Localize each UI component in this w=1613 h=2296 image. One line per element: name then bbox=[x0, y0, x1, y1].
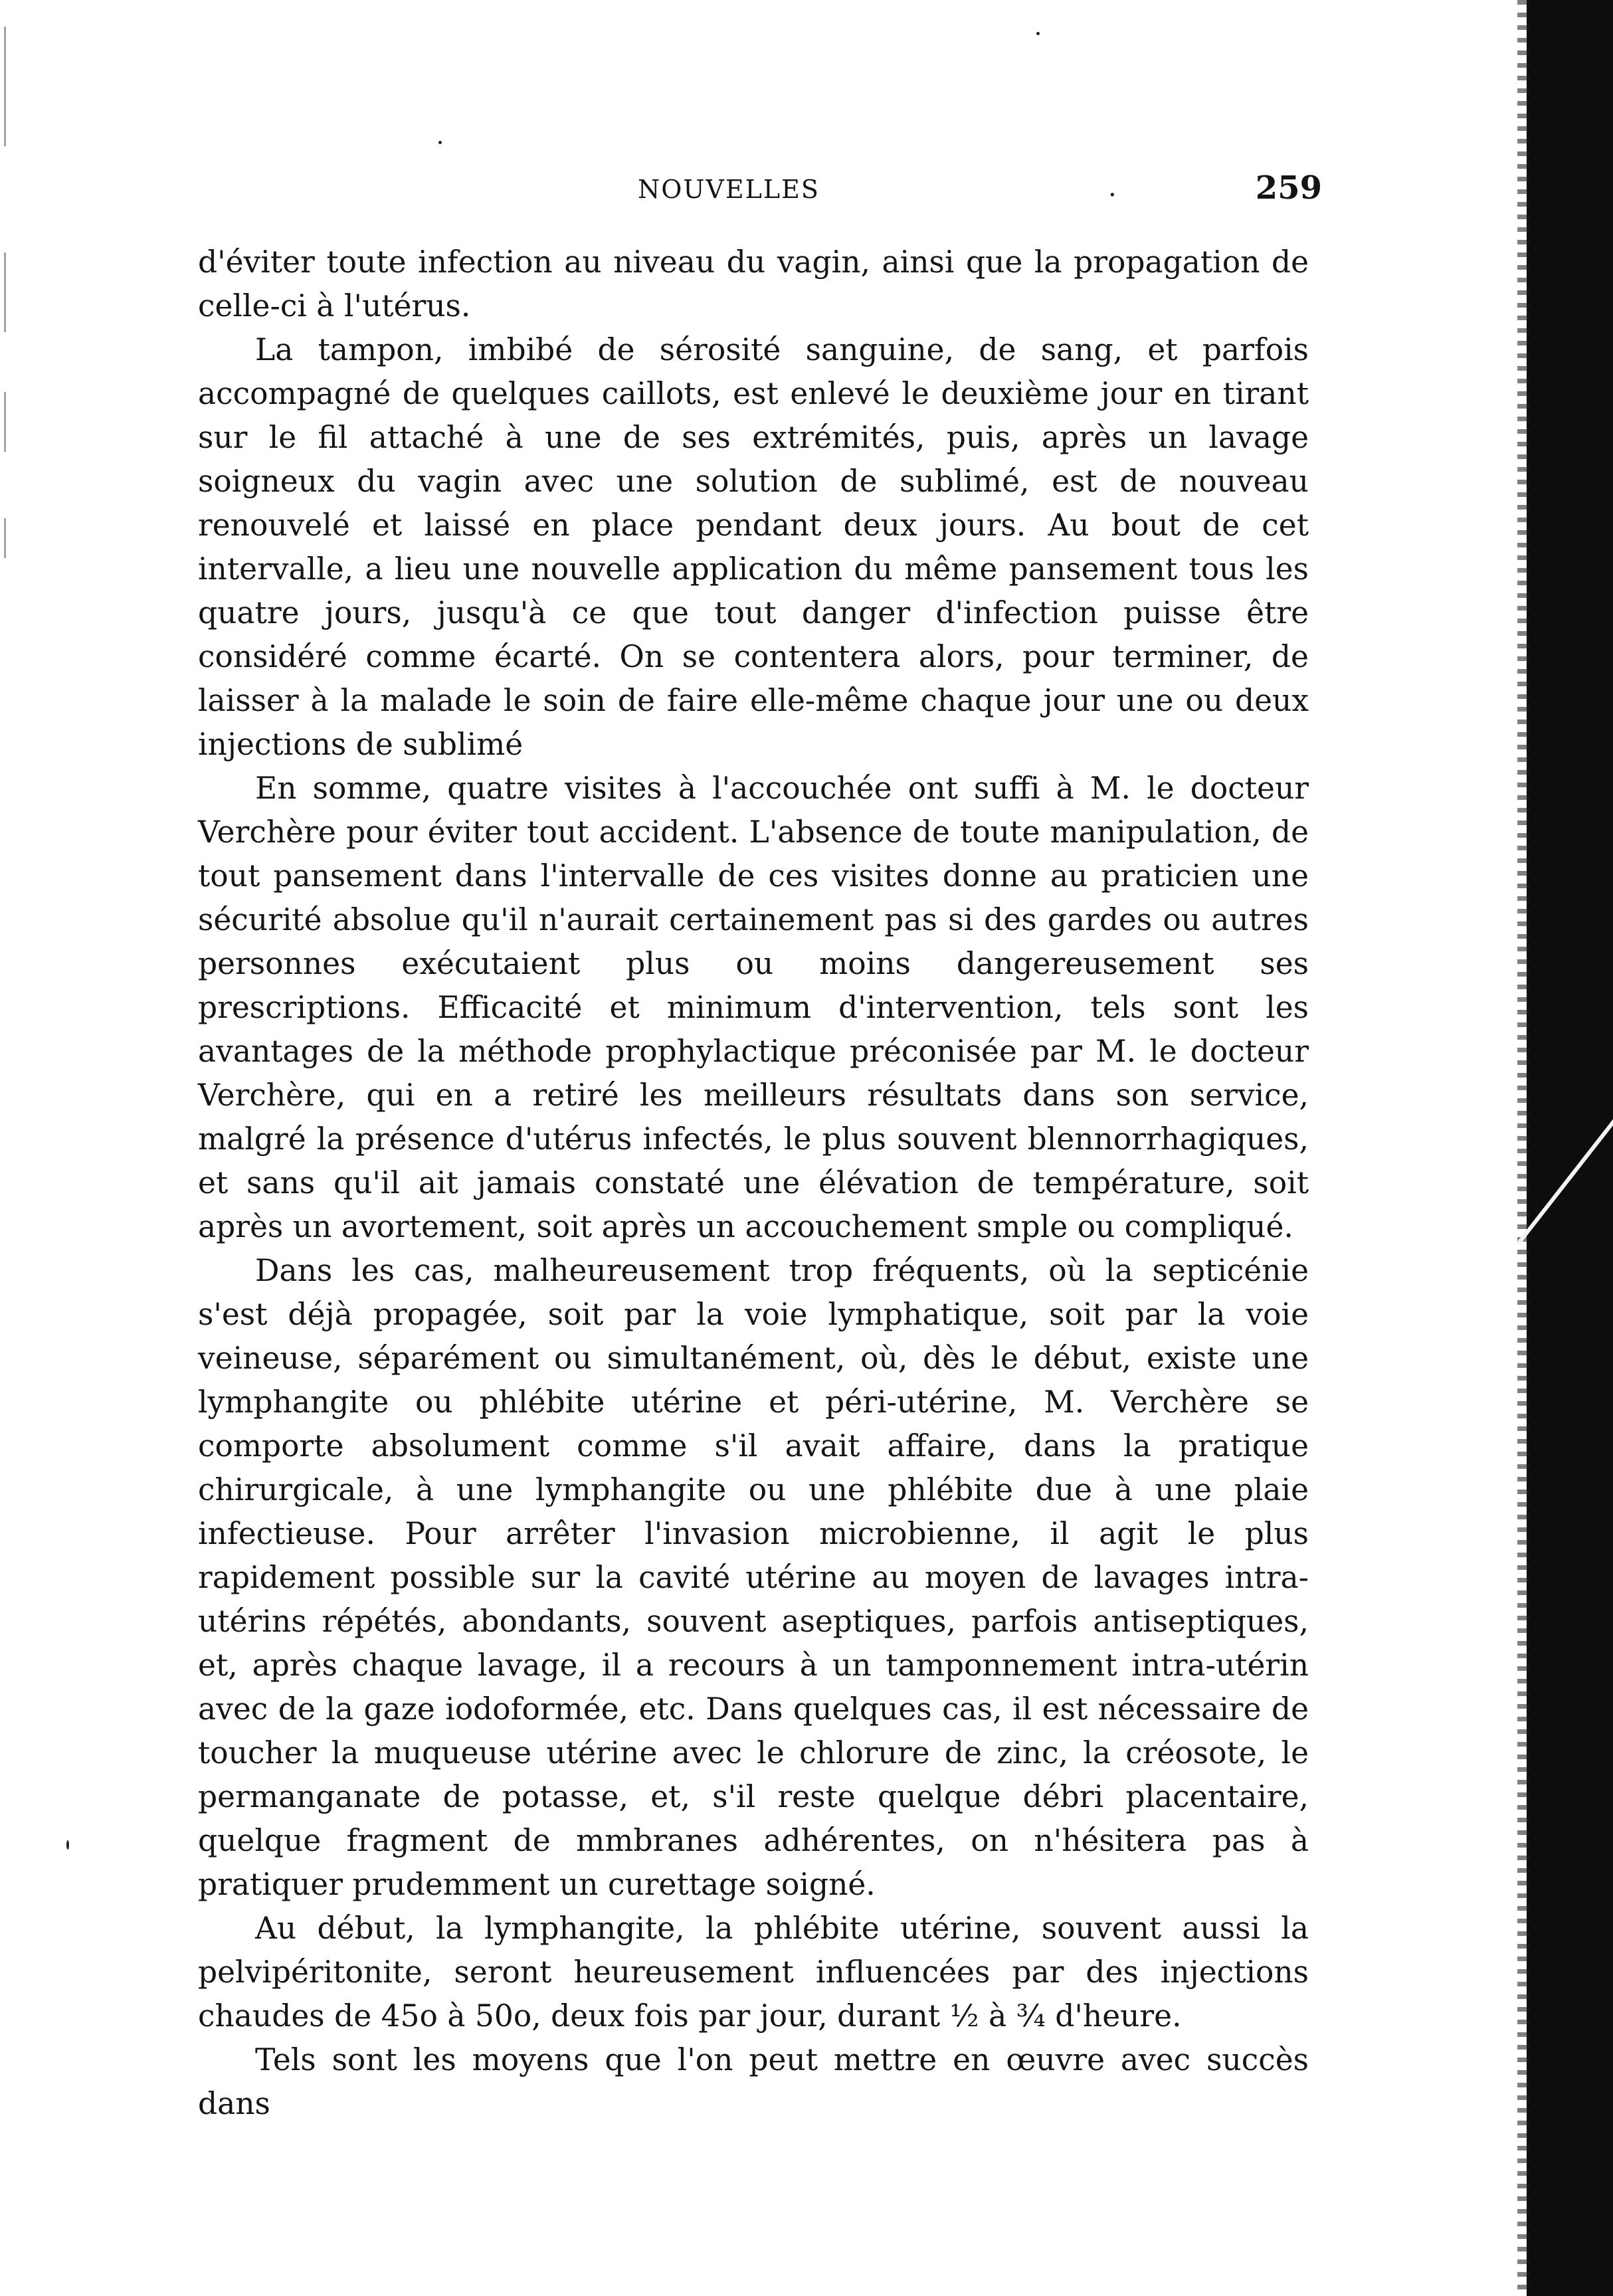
paragraph-2: La tampon, imbibé de sérosité sanguine, de sang, et parfois accompagné de quelques caillots, est enlevé le deuxième jour en tirant sur le fil attaché à une de ses extrémités, puis, après un lavage soigneux du vagin avec une solution de sublimé, est de nouveau renouvelé et laissé en place pendant deux jours. Au bout de cet intervalle, a lieu une nouvelle application du même pansement tous les quatre jours, jusqu'à ce que tout danger d'infection puisse être considéré comme écarté. On se contentera alors, pour terminer, de laisser à la malade le soin de faire elle-même chaque jour une ou deux injections de sublimé bbox=[198, 332, 1309, 762]
paragraph-1: d'éviter toute infection au niveau du vagin, ainsi que la propagation de celle-ci à l'utérus. bbox=[198, 244, 1309, 324]
page-number: 259 bbox=[1255, 169, 1322, 207]
gutter-mark bbox=[4, 27, 6, 146]
gutter-mark bbox=[4, 518, 6, 558]
running-head: NOUVELLES bbox=[638, 175, 820, 204]
scan-binding-edge bbox=[1527, 0, 1613, 2296]
gutter-mark bbox=[4, 392, 6, 452]
stray-mark bbox=[1036, 32, 1040, 35]
gutter-mark bbox=[4, 252, 6, 332]
stray-mark bbox=[66, 1840, 69, 1850]
header-dot: . bbox=[1108, 172, 1117, 203]
page-header bbox=[199, 169, 1322, 216]
paragraph-3: En somme, quatre visites à l'accouchée ont suffi à M. le docteur Verchère pour éviter tout accident. L'absence de toute manipulation, de tout pansement dans l'intervalle de ces visites donne au praticien une sécurité absolue qu'il n'aurait certainement pas si des gardes ou autres personnes exécutaient plus ou moins dangereusement ses prescriptions. Efficacité et minimum d'intervention, tels sont les avantages de la méthode prophylactique préconisée par M. le docteur Verchère, qui en a retiré les meilleurs résultats dans son service, malgré la présence d'utérus infectés, le plus souvent blennorrhagiques, et sans qu'il ait jamais constaté une élévation de température, soit après un avortement, soit après un accouchement smple ou compliqué. bbox=[198, 771, 1309, 1244]
stray-mark bbox=[438, 141, 442, 144]
paragraph-6: Tels sont les moyens que l'on peut mettre en œuvre avec succès dans bbox=[198, 2042, 1309, 2121]
binding-mark bbox=[1517, 1107, 1613, 1246]
body-text bbox=[198, 240, 1309, 2126]
paragraph-4: Dans les cas, malheureusement trop fréquents, où la septicénie s'est déjà propagée, soit par la voie lymphatique, soit par la voie veineuse, séparément ou simultanément, où, dès le début, existe une lymphangite ou phlébite utérine et péri-utérine, M. Verchère se comporte absolument comme s'il avait affaire, dans la pratique chirurgicale, à une lymphangite ou une phlébite due à une plaie infectieuse. Pour arrêter l'invasion microbienne, il agit le plus rapidement possible sur la cavité utérine au moyen de lavages intra-utérins répétés, abondants, souvent aseptiques, parfois antiseptiques, et, après chaque lavage, il a recours à un tamponnement intra-utérin avec de la gaze iodoformée, etc. Dans quelques cas, il est nécessaire de toucher la muqueuse utérine avec le chlorure de zinc, la créosote, le permanganate de potasse, et, s'il reste quelque débri placentaire, quelque fragment de mmbranes adhérentes, on n'hésitera pas à pratiquer prudemment un curettage soigné. bbox=[198, 1253, 1309, 1902]
paragraph-5: Au début, la lymphangite, la phlébite utérine, souvent aussi la pelvipéritonite, seront heureusement influencées par des injections chaudes de 45o à 50o, deux fois par jour, durant ½ à ¾ d'heure. bbox=[198, 1911, 1309, 2034]
